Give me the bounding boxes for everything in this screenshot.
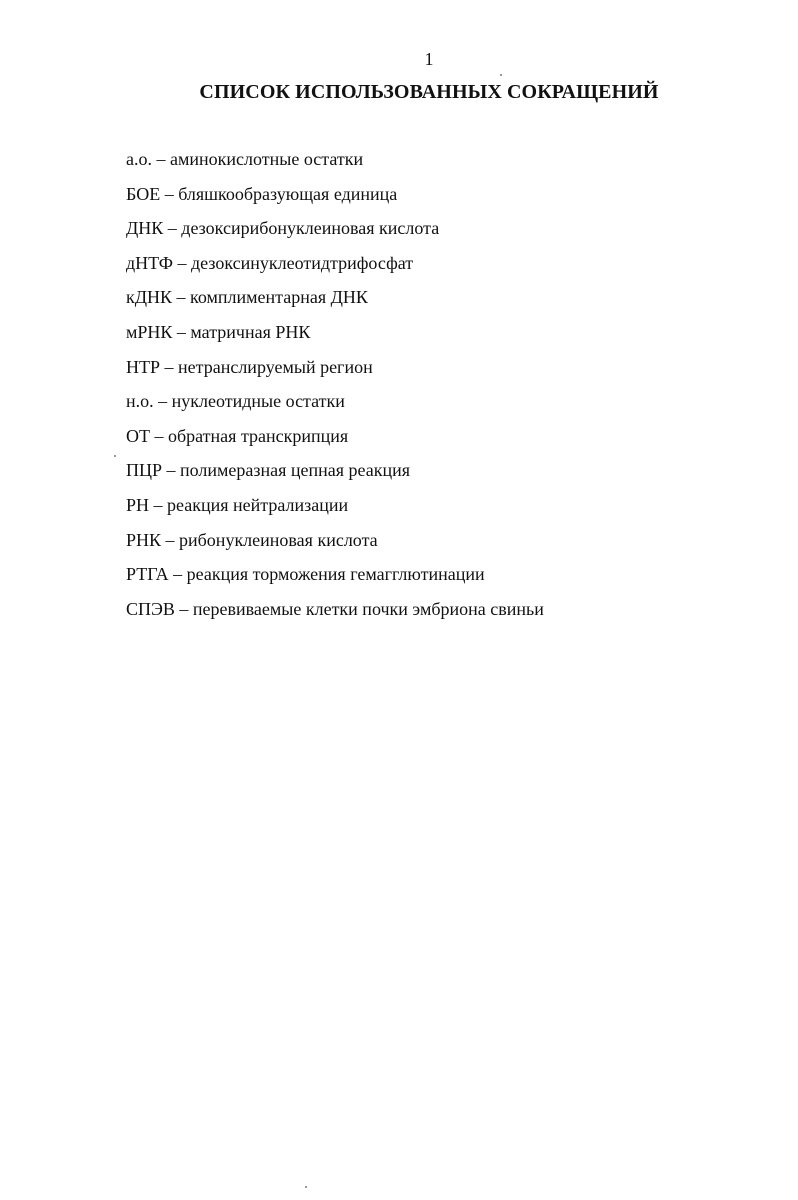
list-item: НТР – нетранслируемый регион [126,356,373,377]
list-item: кДНК – комплиментарная ДНК [126,287,368,308]
list-item: РНК – рибонуклеиновая кислота [126,529,378,550]
list-item: РТГА – реакция торможения гемагглютинации [126,564,485,585]
list-item: БОЕ – бляшкообразующая единица [126,183,398,204]
list-item: мРНК – матричная РНК [126,321,311,342]
list-item: ОТ – обратная транскрипция [126,425,349,446]
scan-speck [305,1186,307,1188]
list-item: СПЭВ – перевиваемые клетки почки эмбриона свиньи [126,598,544,619]
list-item: а.о. – аминокислотные остатки [126,149,364,169]
page-title: СПИСОК ИСПОЛЬЗОВАННЫХ СОКРАЩЕНИЙ [199,81,659,103]
list-item: н.о. – нуклеотидные остатки [126,391,345,412]
scan-speck [114,455,116,457]
list-item: ПЦР – полимеразная цепная реакция [126,460,411,481]
list-item: дНТФ – дезоксинуклеотидтрифосфат [126,252,414,273]
page-number: 1 [424,49,434,69]
list-item: РН – реакция нейтрализации [126,494,349,515]
list-item: ДНК – дезоксирибонуклеиновая кислота [126,218,440,239]
abbreviation-list [126,148,544,632]
scan-speck [500,74,502,76]
